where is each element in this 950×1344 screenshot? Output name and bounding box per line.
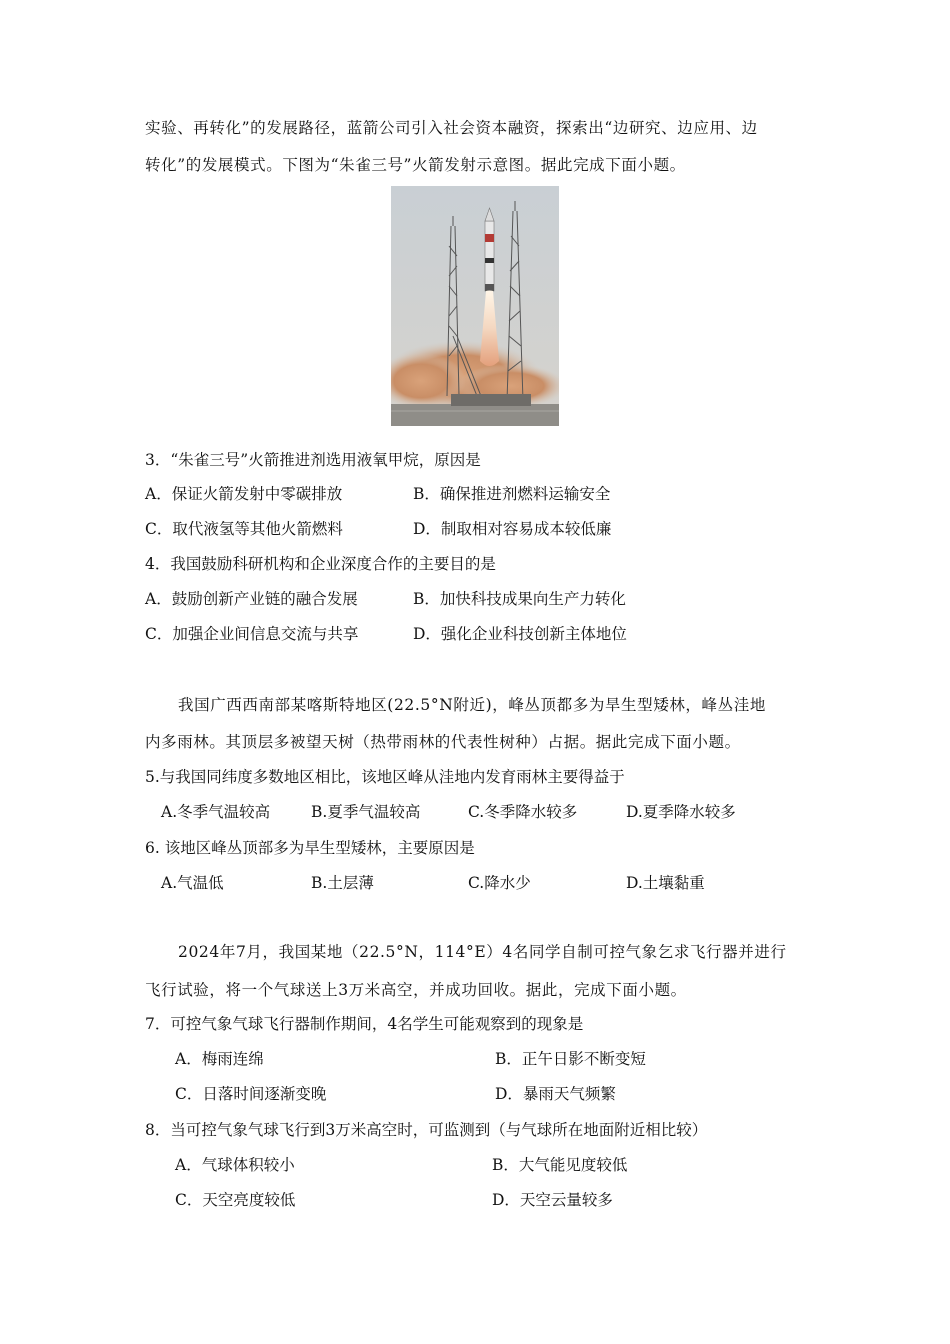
question-3-option-c: C．取代液氢等其他火箭燃料	[145, 520, 343, 538]
question-7-stem: 7．可控气象气球飞行器制作期间，4名学生可能观察到的现象是	[145, 1015, 584, 1033]
question-6-option-a: A.气温低	[161, 874, 224, 892]
question-3-stem: 3．“朱雀三号”火箭推进剂选用液氧甲烷，原因是	[145, 451, 481, 469]
rocket-launch-photo	[391, 186, 559, 426]
question-4-option-b: B．加快科技成果向生产力转化	[413, 590, 626, 608]
passage3-line1: 2024年7月，我国某地（22.5°N，114°E）4名同学自制可控气象乞求飞行器并进行	[178, 943, 787, 961]
question-3-option-d: D．制取相对容易成本较低廉	[413, 520, 612, 538]
question-4-option-a: A．鼓励创新产业链的融合发展	[145, 590, 358, 608]
question-8-stem: 8．当可控气象气球飞行到3万米高空时，可监测到（与气球所在地面附近相比较）	[145, 1121, 708, 1139]
question-7-option-b: B．正午日影不断变短	[495, 1050, 646, 1068]
question-8-option-d: D．天空云量较多	[492, 1191, 613, 1209]
question-8-option-b: B．大气能见度较低	[492, 1156, 628, 1174]
question-4-option-d: D．强化企业科技创新主体地位	[413, 625, 627, 643]
question-3-option-b: B．确保推进剂燃料运输安全	[413, 485, 611, 503]
question-4-option-c: C．加强企业间信息交流与共享	[145, 625, 359, 643]
question-5-option-c: C.冬季降水较多	[468, 803, 578, 821]
question-8-option-c: C．天空亮度较低	[175, 1191, 296, 1209]
question-8-option-a: A．气球体积较小	[175, 1156, 295, 1174]
question-5-option-b: B.夏季气温较高	[311, 803, 421, 821]
passage1-line1: 实验、再转化”的发展路径，蓝箭公司引入社会资本融资，探索出“边研究、边应用、边	[145, 119, 758, 137]
question-3-option-a: A．保证火箭发射中零碳排放	[145, 485, 343, 503]
question-6-option-b: B.土层薄	[311, 874, 374, 892]
passage2-line1: 我国广西西南部某喀斯特地区(22.5°N附近)，峰丛顶都多为旱生型矮林，峰丛洼地	[178, 696, 766, 714]
question-6-option-c: C.降水少	[468, 874, 531, 892]
question-4-stem: 4．我国鼓励科研机构和企业深度合作的主要目的是	[145, 555, 496, 573]
question-7-option-c: C．日落时间逐渐变晚	[175, 1085, 327, 1103]
question-5-stem: 5.与我国同纬度多数地区相比，该地区峰从洼地内发育雨林主要得益于	[145, 768, 625, 786]
passage2-line2: 内多雨林。其顶层多被望天树（热带雨林的代表性树种）占据。据此完成下面小题。	[145, 733, 741, 751]
passage1-line2: 转化”的发展模式。下图为“朱雀三号”火箭发射示意图。据此完成下面小题。	[145, 156, 686, 174]
question-7-option-a: A．梅雨连绵	[175, 1050, 264, 1068]
question-5-option-d: D.夏季降水较多	[626, 803, 736, 821]
question-5-option-a: A.冬季气温较高	[161, 803, 271, 821]
passage3-line2: 飞行试验，将一个气球送上3万米高空，并成功回收。据此，完成下面小题。	[145, 981, 687, 999]
question-6-stem: 6. 该地区峰丛顶部多为旱生型矮林，主要原因是	[145, 839, 475, 857]
question-7-option-d: D．暴雨天气频繁	[495, 1085, 616, 1103]
question-6-option-d: D.土壤黏重	[626, 874, 705, 892]
